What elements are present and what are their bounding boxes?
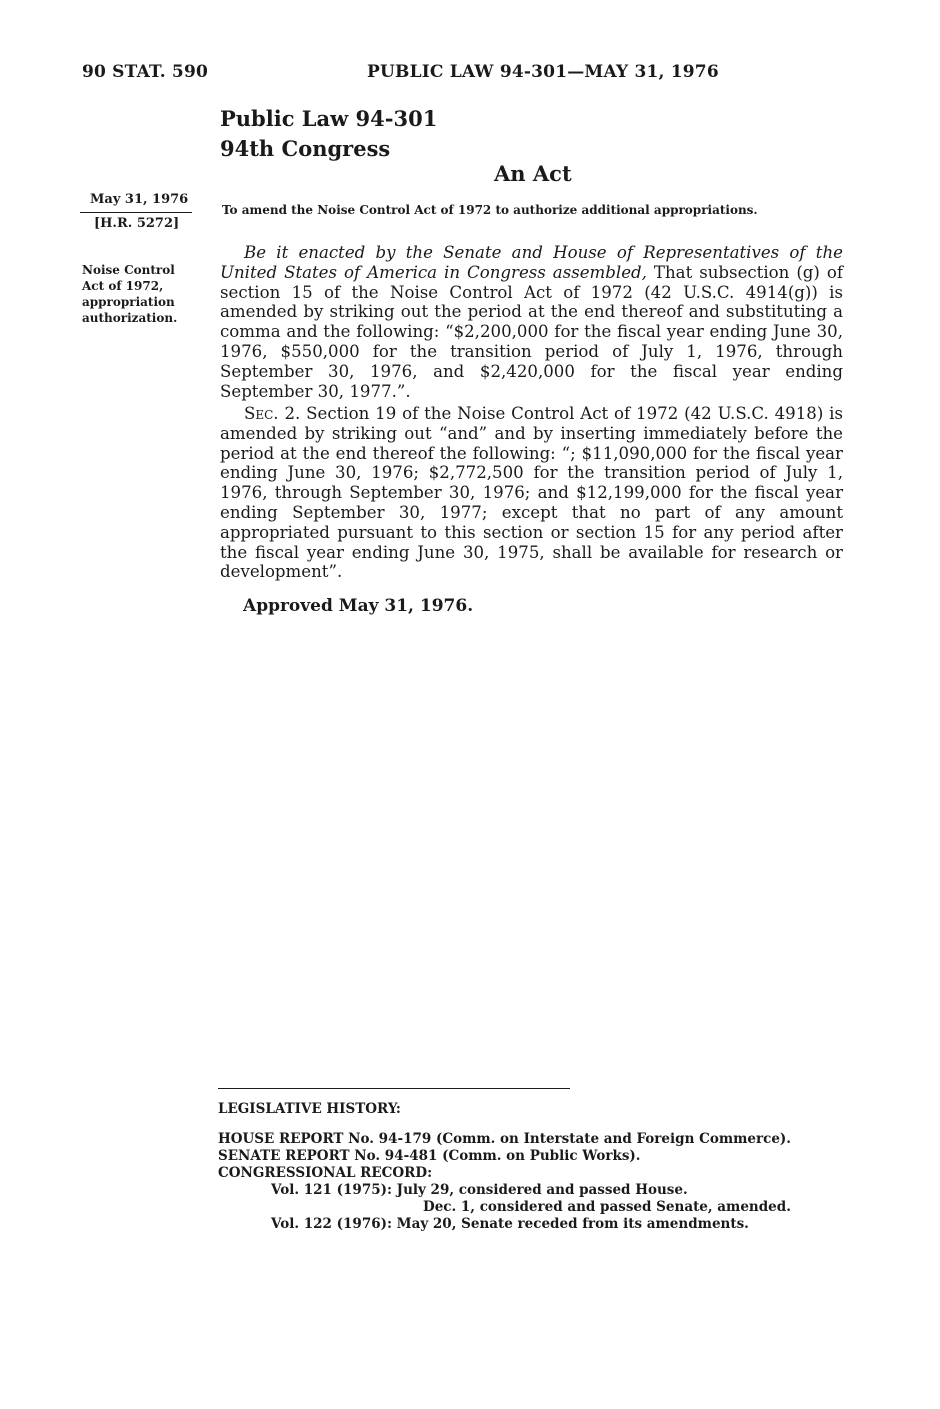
record-vol-122: Vol. 122 (1976): May 20, Senate receded from its amendments.	[271, 1216, 749, 1232]
running-head: PUBLIC LAW 94-301—MAY 31, 1976	[367, 62, 719, 82]
senate-report: SENATE REPORT No. 94-481 (Comm. on Public Works).	[218, 1148, 641, 1164]
margin-bill-number: [H.R. 5272]	[94, 216, 180, 231]
act-purpose: To amend the Noise Control Act of 1972 to authorize additional appropriations.	[222, 203, 758, 217]
section-2-text: Section 19 of the Noise Control Act of 1972 (42 U.S.C. 4918) is amended by striking out “and” and by inserting immediately before the period at the end thereof the following: “; $11,090,000 for the fiscal year ending June 30, 1976; $2,772,500 for the transition period of July 1, 1976, through September 30, 1976; and $12,199,000 for the fiscal year ending September 30, 1977; except that no part of any amount appropriated pursuant to this section or section 15 for any period after the fiscal year ending June 30, 1975, shall be available for research or development”.	[220, 404, 843, 582]
legislative-history-rule	[218, 1088, 570, 1089]
margin-rule	[80, 212, 192, 213]
act-title: An Act	[494, 161, 572, 186]
house-report: HOUSE REPORT No. 94-179 (Comm. on Interstate and Foreign Commerce).	[218, 1131, 792, 1147]
congress-number: 94th Congress	[220, 136, 391, 161]
section-2-paragraph	[220, 404, 843, 582]
margin-note: Noise Control Act of 1972, appropriation authorization.	[82, 263, 178, 325]
section-1-paragraph	[220, 243, 843, 401]
record-vol-121: Vol. 121 (1975): July 29, considered and passed House.	[271, 1182, 688, 1198]
legislative-history-heading: LEGISLATIVE HISTORY:	[218, 1101, 401, 1117]
enacting-clause: Be it enacted by the Senate and House of Representatives of the United States of America in Congress assembled,	[220, 243, 843, 282]
section-1-text: That subsection (g) of section 15 of the Noise Control Act of 1972 (42 U.S.C. 4914(g)) is amended by striking out the period at the end thereof and substituting a comma and the following: “$2,200,000 for the fiscal year ending June 30, 1976, $550,000 for the transition period of July 1, 1976, through September 30, 1976, and $2,420,000 for the fiscal year ending September 30, 1977.”.	[220, 262, 843, 401]
stat-page-number: 90 STAT. 590	[82, 62, 209, 82]
section-2-label: Sec. 2.	[244, 404, 301, 423]
approval-date: Approved May 31, 1976.	[243, 596, 474, 616]
margin-date: May 31, 1976	[90, 192, 189, 207]
public-law-number: Public Law 94-301	[220, 106, 438, 131]
congressional-record-heading: CONGRESSIONAL RECORD:	[218, 1165, 433, 1181]
record-dec-1: Dec. 1, considered and passed Senate, amended.	[423, 1199, 791, 1215]
